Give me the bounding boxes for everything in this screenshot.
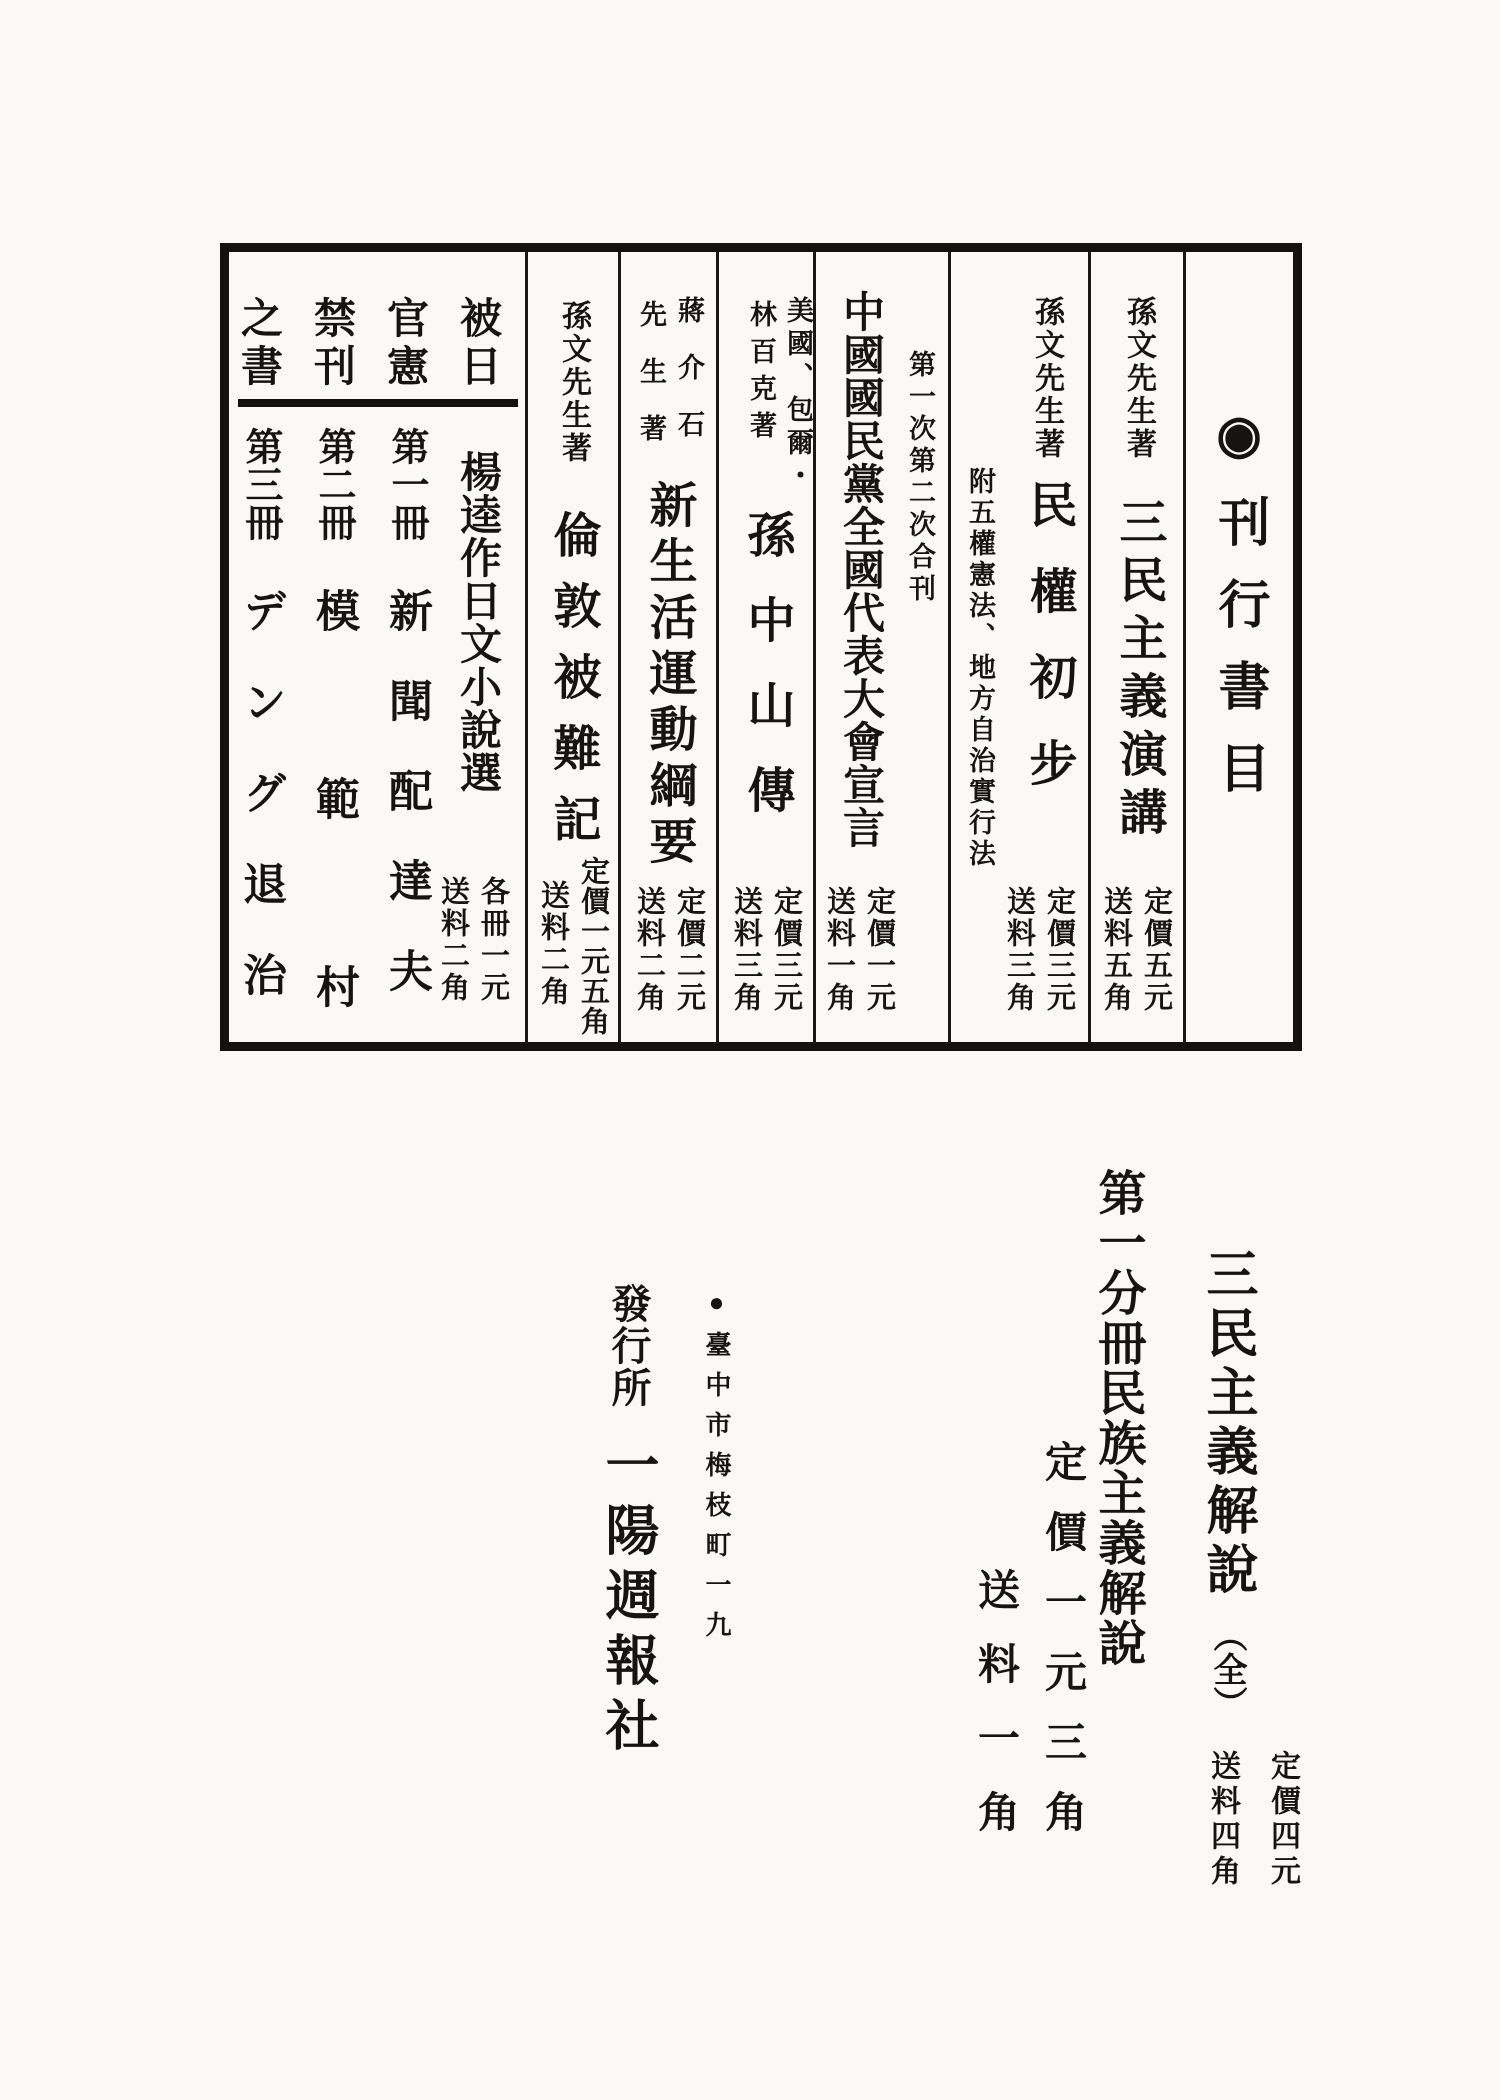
ad-postage: 送料一角 — [972, 1568, 1018, 1864]
ad-title-suffix: （全） — [1208, 1618, 1245, 1720]
series-title: 楊逵作日文小說選 — [454, 450, 500, 794]
column-divider — [1183, 252, 1186, 1044]
ad-title: 三民主義解說 — [1198, 1247, 1255, 1601]
ad-price: 定價一元三角 — [1039, 1440, 1085, 1860]
entry-price: 定價二元 — [673, 886, 705, 1014]
column-divider — [618, 252, 621, 1044]
banned-header-col: 之書 — [235, 296, 281, 392]
address-text: 臺中市梅枝町一九 — [702, 1331, 731, 1651]
entry-postage: 送料五角 — [1100, 886, 1132, 1014]
column-divider — [1088, 252, 1091, 1044]
banned-header-col: 禁刊 — [308, 296, 354, 392]
volume-label: 第一冊 — [385, 427, 427, 541]
entry-author-left: 先生著 — [636, 300, 666, 471]
entry-title: 三民主義演講 — [1112, 497, 1165, 845]
volume-title: 新聞配達夫 — [382, 588, 431, 1038]
entry-postage: 送料二角 — [537, 880, 569, 1008]
publisher-address — [703, 1288, 729, 1651]
entry-price: 定價五元 — [1140, 886, 1172, 1014]
ad-postage: 送料四角 — [1206, 1750, 1239, 1890]
publisher-name: 一陽週報社 — [598, 1437, 658, 1762]
entry-postage: 送料三角 — [730, 886, 762, 1014]
entry-author: 孫文先生著 — [557, 300, 590, 465]
banned-header-col: 被日 — [454, 296, 500, 392]
entry-author-right: 美國、包爾・ — [783, 296, 813, 494]
entry-note: 附五權憲法、地方自治實行法 — [965, 467, 995, 870]
entry-title: 中國國民黨全國代表大會宣言 — [837, 290, 883, 849]
entry-title: 孫中山傳 — [740, 510, 793, 850]
entry-price: 定價一元五角 — [577, 856, 609, 1036]
bullet-icon: ● — [702, 1288, 731, 1331]
entry-author-left: 林百克著 — [746, 300, 776, 448]
entry-postage: 送料二角 — [633, 886, 665, 1014]
ad-price: 定價四元 — [1266, 1750, 1299, 1890]
catalog-title: 刊行書目 — [1210, 495, 1267, 823]
entry-note: 第一次第二次合刊 — [905, 350, 935, 606]
volume-title: 模範村 — [309, 588, 358, 1152]
volume-label: 第三冊 — [239, 427, 281, 541]
bullseye-icon: ◉ — [1210, 405, 1267, 495]
entry-author: 孫文先生著 — [1030, 296, 1063, 461]
entry-title: 倫敦被難記 — [546, 510, 599, 865]
entry-title: 新生活運動綱要 — [642, 480, 695, 872]
banned-header-rule — [238, 399, 518, 407]
publisher-label: 發行所 — [606, 1283, 651, 1409]
entry-postage: 送料一角 — [823, 886, 855, 1014]
column-divider — [948, 252, 951, 1044]
entry-title: 民權初步 — [1022, 480, 1075, 824]
ad-title: 第一分冊民族主義解說 — [1091, 1168, 1144, 1668]
entry-author-right: 蔣介石 — [674, 296, 704, 467]
volume-label: 第二冊 — [312, 427, 354, 541]
entry-price: 定價一元 — [863, 886, 895, 1014]
series-price: 各冊一元 — [477, 876, 509, 1004]
entry-price: 定價三元 — [1043, 886, 1075, 1014]
entry-author: 孫文先生著 — [1122, 296, 1155, 461]
column-divider — [813, 252, 816, 1044]
series-postage: 送料二角 — [437, 876, 469, 1004]
entry-postage: 送料三角 — [1003, 886, 1035, 1014]
catalog-header — [1210, 405, 1267, 823]
volume-title: デング退治 — [236, 588, 285, 1043]
column-divider — [716, 252, 719, 1044]
column-divider — [525, 252, 528, 1044]
entry-price: 定價三元 — [770, 886, 802, 1014]
banned-header-col: 官憲 — [381, 296, 427, 392]
